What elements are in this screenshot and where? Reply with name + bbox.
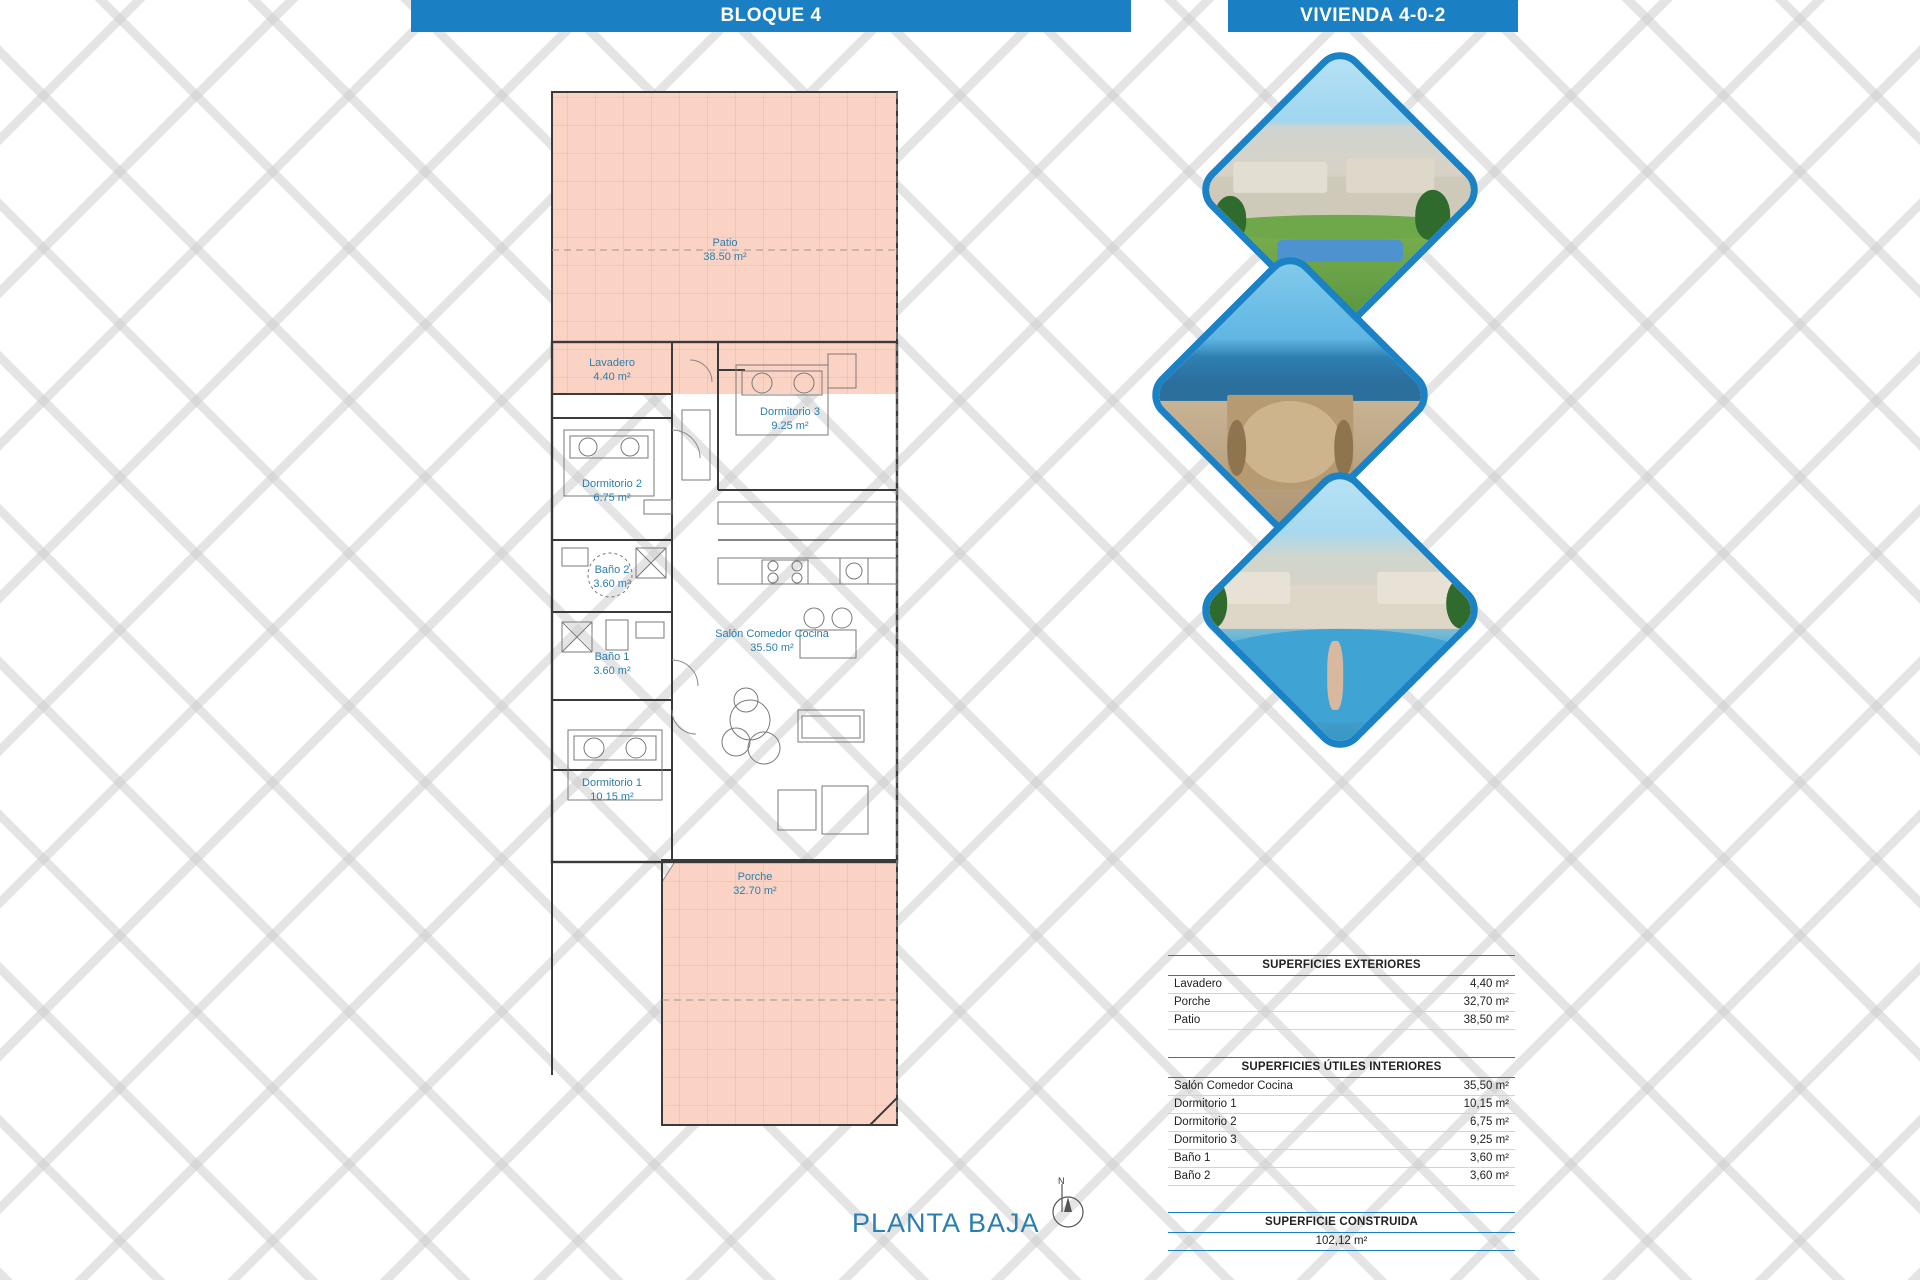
- room-label-bano-2: Baño 2: [594, 564, 630, 576]
- page-title: PLANTA BAJA: [852, 1208, 1040, 1238]
- table-row: [1168, 976, 1515, 994]
- table-row: [1168, 1096, 1515, 1114]
- row-label: Dormitorio 1: [1174, 1098, 1237, 1110]
- row-label: Porche: [1174, 996, 1211, 1008]
- row-value: 10,15 m²: [1463, 1098, 1509, 1110]
- row-value: 102,12 m²: [1315, 1235, 1368, 1247]
- render-image-beach: [1142, 247, 1439, 544]
- row-label: Patio: [1174, 1014, 1201, 1026]
- row-value: 9,25 m²: [1470, 1134, 1509, 1146]
- header-block-label: BLOQUE 4: [411, 0, 1131, 32]
- table-row: [1168, 1114, 1515, 1132]
- row-label: Salón Comedor Cocina: [1174, 1080, 1293, 1092]
- row-value: 4,40 m²: [1470, 978, 1509, 990]
- row-label: Baño 1: [1174, 1152, 1211, 1164]
- row-value: 3,60 m²: [1470, 1152, 1509, 1164]
- table-built-surface: [1168, 1212, 1515, 1251]
- row-value: 38,50 m²: [1463, 1014, 1509, 1026]
- row-value: 32,70 m²: [1463, 996, 1509, 1008]
- room-area-porche: 32.70 m²: [733, 885, 777, 897]
- table-row: [1168, 1168, 1515, 1186]
- table-exterior-surfaces: [1168, 955, 1515, 1030]
- table-interior-surfaces: [1168, 1057, 1515, 1186]
- room-area-dormitorio-3: 9.25 m²: [771, 420, 809, 432]
- room-area-dormitorio-2: 6.75 m²: [593, 492, 631, 504]
- row-label: Dormitorio 2: [1174, 1116, 1237, 1128]
- room-label-dormitorio-1: Dormitorio 1: [582, 777, 642, 789]
- room-label-patio: Patio: [712, 237, 738, 249]
- row-value: 35,50 m²: [1463, 1080, 1509, 1092]
- table-title-interior: SUPERFICIES ÚTILES INTERIORES: [1168, 1057, 1515, 1078]
- row-value: 3,60 m²: [1470, 1170, 1509, 1182]
- table-row: [1168, 1132, 1515, 1150]
- room-label-dormitorio-2: Dormitorio 2: [582, 478, 642, 490]
- room-label-dormitorio-3: Dormitorio 3: [760, 406, 820, 418]
- room-area-salon: 35.50 m²: [750, 642, 794, 654]
- room-area-lavadero: 4.40 m²: [593, 371, 631, 383]
- table-title-built: SUPERFICIE CONSTRUIDA: [1168, 1212, 1515, 1233]
- table-row: [1168, 1233, 1515, 1251]
- room-label-lavadero: Lavadero: [589, 357, 635, 369]
- floor-plan-drawing: [540, 70, 1010, 1200]
- room-label-porche: Porche: [737, 871, 773, 883]
- render-image-pool: [1192, 462, 1489, 759]
- room-area-bano-1: 3.60 m²: [593, 665, 631, 677]
- row-label: Dormitorio 3: [1174, 1134, 1237, 1146]
- room-area-dormitorio-1: 10.15 m²: [590, 791, 634, 803]
- row-label: Baño 2: [1174, 1170, 1211, 1182]
- room-label-bano-1: Baño 1: [594, 651, 630, 663]
- north-label: N: [1058, 1176, 1065, 1186]
- row-label: Lavadero: [1174, 978, 1222, 990]
- room-label-salon: Salón Comedor Cocina: [715, 628, 829, 640]
- room-area-patio: 38.50 m²: [703, 251, 747, 263]
- table-row: [1168, 1012, 1515, 1030]
- north-arrow-icon: [1046, 1176, 1090, 1232]
- table-row: [1168, 1150, 1515, 1168]
- row-value: 6,75 m²: [1470, 1116, 1509, 1128]
- table-row: [1168, 1078, 1515, 1096]
- room-area-bano-2: 3.60 m²: [593, 578, 631, 590]
- header-unit-label: VIVIENDA 4-0-2: [1228, 0, 1518, 32]
- table-row: [1168, 994, 1515, 1012]
- table-title-exterior: SUPERFICIES EXTERIORES: [1168, 955, 1515, 976]
- render-image-resort: [1192, 42, 1489, 339]
